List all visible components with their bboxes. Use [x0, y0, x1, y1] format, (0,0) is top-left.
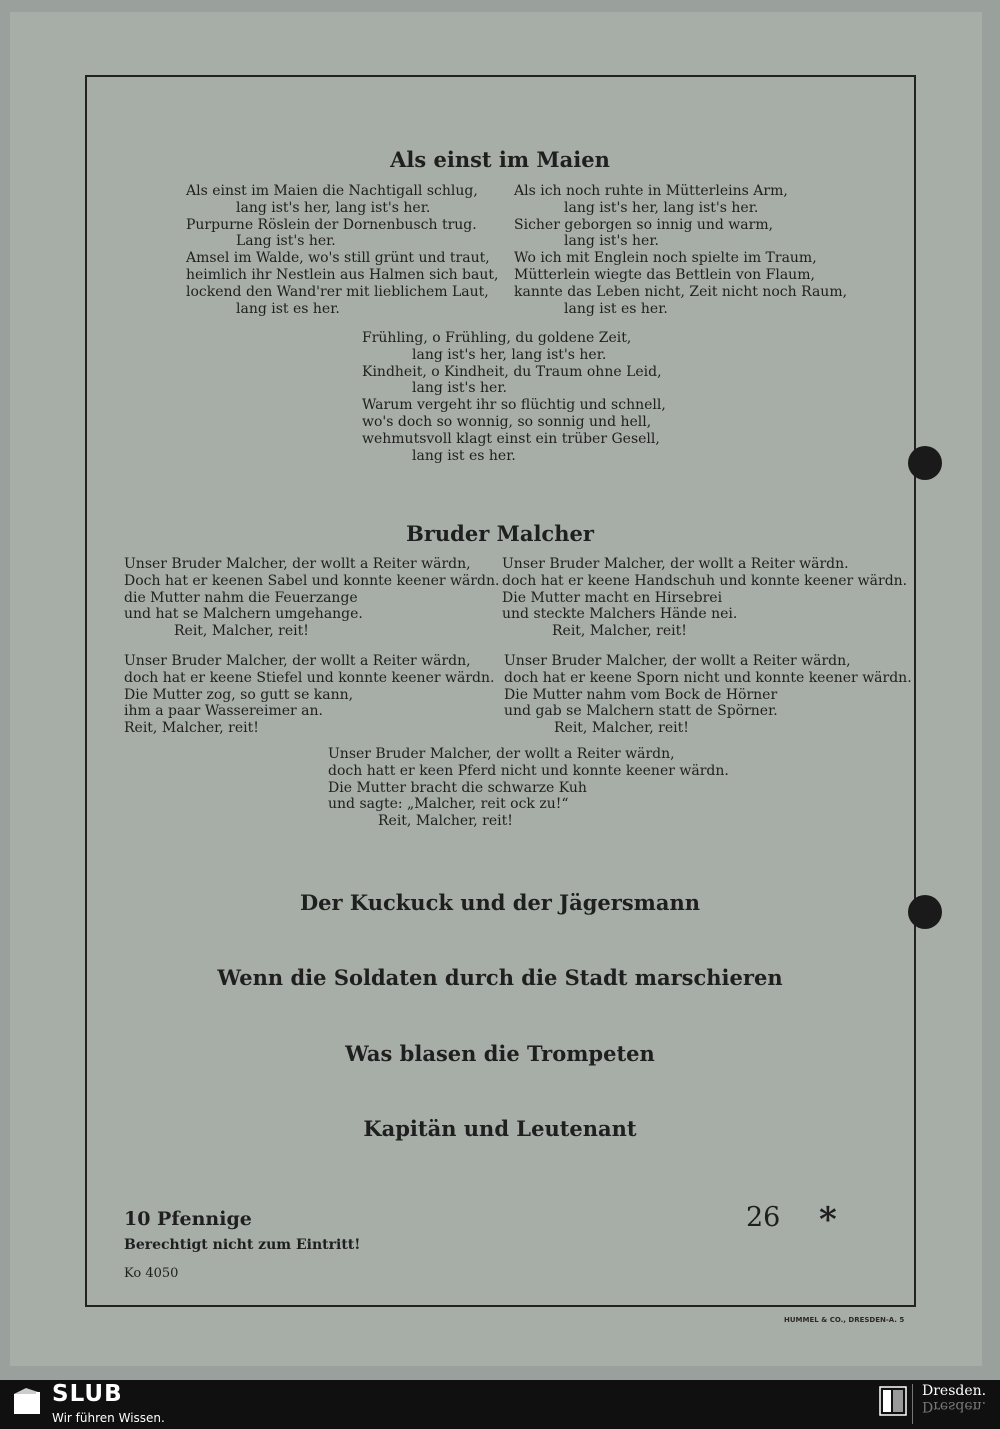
- verse-line: und steckte Malchers Hände nei.: [502, 606, 738, 623]
- verse-line: Sicher geborgen so innig und warm,: [514, 216, 774, 233]
- verse-line: Die Mutter zog, so gutt se kann,: [124, 686, 354, 703]
- song-title-bruder-malcher: Bruder Malcher: [406, 521, 594, 546]
- dresden-label: Dresden.: [922, 1383, 987, 1399]
- verse-line: lang ist's her.: [412, 380, 507, 397]
- verse-line: Unser Bruder Malcher, der wollt a Reiter wärdn,: [504, 653, 851, 669]
- verse-line: lang ist's her.: [564, 233, 659, 250]
- verse-line: lang ist es her.: [412, 447, 516, 464]
- catalog-code: Ko 4050: [124, 1266, 179, 1281]
- verse-line: lang ist's her, lang ist's her.: [412, 346, 607, 363]
- slub-logo-icon: [12, 1386, 42, 1416]
- verse-line: wehmutsvoll klagt einst ein trüber Gesell,: [362, 430, 660, 447]
- slub-tagline: Wir führen Wissen.: [52, 1411, 165, 1425]
- verse-line: Lang ist's her.: [236, 233, 336, 250]
- verse-line: lang ist es her.: [236, 300, 340, 317]
- song-title-soldaten: Wenn die Soldaten durch die Stadt marschieren: [217, 965, 783, 990]
- verse-line: Reit, Malcher, reit!: [378, 813, 513, 830]
- verse-line: und hat se Malchern umgehange.: [124, 606, 363, 623]
- verse-line: lang ist es her.: [564, 300, 668, 317]
- verse-line: Reit, Malcher, reit!: [124, 720, 259, 737]
- dresden-label-reflection: Dresden.: [922, 1398, 987, 1414]
- song-title-kapitaen: Kapitän und Leutenant: [363, 1116, 637, 1141]
- verse-line: Warum vergeht ihr so flüchtig und schnell,: [362, 397, 666, 414]
- verse-line: Purpurne Röslein der Dornenbusch trug.: [186, 216, 477, 233]
- verse-line: Reit, Malcher, reit!: [554, 720, 689, 737]
- verse-line: Die Mutter nahm vom Bock de Hörner: [504, 686, 778, 703]
- malcher-verse-5: [328, 746, 729, 830]
- verse-line: Mütterlein wiegte das Bettlein von Flaum,: [514, 266, 815, 283]
- malcher-verse-2: [502, 556, 907, 640]
- verse-line: heimlich ihr Nestlein aus Halmen sich baut,: [186, 266, 499, 283]
- verse-line: und sagte: „Malcher, reit ock zu!“: [328, 796, 569, 813]
- verse-line: doch hat er keene Sporn nicht und konnte keener wärdn.: [504, 669, 912, 686]
- verse-line: Unser Bruder Malcher, der wollt a Reiter wärdn,: [124, 556, 471, 572]
- slub-name: SLUB: [52, 1381, 123, 1407]
- punch-hole-top: [908, 446, 942, 480]
- malcher-verse-3: [124, 653, 494, 737]
- verse-line: Die Mutter bracht die schwarze Kuh: [328, 779, 587, 796]
- verse-line: Reit, Malcher, reit!: [174, 623, 309, 640]
- verse-line: ihm a paar Wassereimer an.: [124, 703, 323, 720]
- malcher-verse-1: [124, 556, 499, 640]
- verse-line: wo's doch so wonnig, so sonnig und hell,: [362, 413, 652, 430]
- song1-refrain: [362, 330, 666, 464]
- page-number: 26: [746, 1202, 781, 1233]
- verse-line: Als ich noch ruhte in Mütterleins Arm,: [514, 183, 788, 199]
- asterisk-mark: *: [819, 1200, 837, 1240]
- verse-line: lockend den Wand'rer mit lieblichem Laut,: [186, 283, 489, 300]
- verse-line: die Mutter nahm die Feuerzange: [124, 589, 358, 606]
- verse-line: doch hat er keene Handschuh und konnte keener wärdn.: [502, 572, 908, 589]
- verse-line: Amsel im Walde, wo's still grünt und traut,: [186, 250, 490, 267]
- price: 10 Pfennige: [124, 1208, 252, 1230]
- verse-line: kannte das Leben nicht, Zeit nicht noch Raum,: [514, 283, 848, 300]
- song-title-kuckuck: Der Kuckuck und der Jägersmann: [299, 890, 701, 915]
- verse-line: Frühling, o Frühling, du goldene Zeit,: [362, 330, 632, 346]
- verse-line: doch hat er keene Stiefel und konnte keener wärdn.: [124, 669, 495, 686]
- verse-line: Kindheit, o Kindheit, du Traum ohne Leid,: [362, 363, 662, 380]
- admission-notice: Berechtigt nicht zum Eintritt!: [124, 1237, 361, 1253]
- song1-right-column: [514, 183, 847, 317]
- verse-line: Unser Bruder Malcher, der wollt a Reiter wärdn.: [502, 556, 849, 572]
- footer-divider: [912, 1384, 913, 1424]
- verse-line: Unser Bruder Malcher, der wollt a Reiter wärdn,: [124, 653, 471, 669]
- verse-line: Wo ich mit Englein noch spielte im Traum,: [514, 250, 817, 267]
- verse-line: Doch hat er keenen Sabel und konnte keener wärdn.: [124, 572, 500, 589]
- verse-line: doch hatt er keen Pferd nicht und konnte keener wärdn.: [328, 762, 729, 779]
- song1-left-column: [186, 183, 498, 317]
- verse-line: lang ist's her, lang ist's her.: [564, 199, 759, 216]
- verse-line: Unser Bruder Malcher, der wollt a Reiter wärdn,: [328, 746, 675, 762]
- verse-line: lang ist's her, lang ist's her.: [236, 199, 431, 216]
- dresden-crest-icon: [879, 1386, 907, 1416]
- printer-imprint: HUMMEL & CO., DRESDEN-A. 5: [784, 1316, 905, 1324]
- song-title-trompeten: Was blasen die Trompeten: [345, 1041, 655, 1066]
- malcher-verse-4: [504, 653, 912, 737]
- verse-line: Die Mutter macht en Hirsebrei: [502, 589, 723, 606]
- verse-line: Reit, Malcher, reit!: [552, 623, 687, 640]
- verse-line: und gab se Malchern statt de Spörner.: [504, 703, 778, 720]
- verse-line: Als einst im Maien die Nachtigall schlug,: [186, 183, 478, 199]
- punch-hole-bottom: [908, 895, 942, 929]
- song-title-als-einst: Als einst im Maien: [390, 147, 610, 172]
